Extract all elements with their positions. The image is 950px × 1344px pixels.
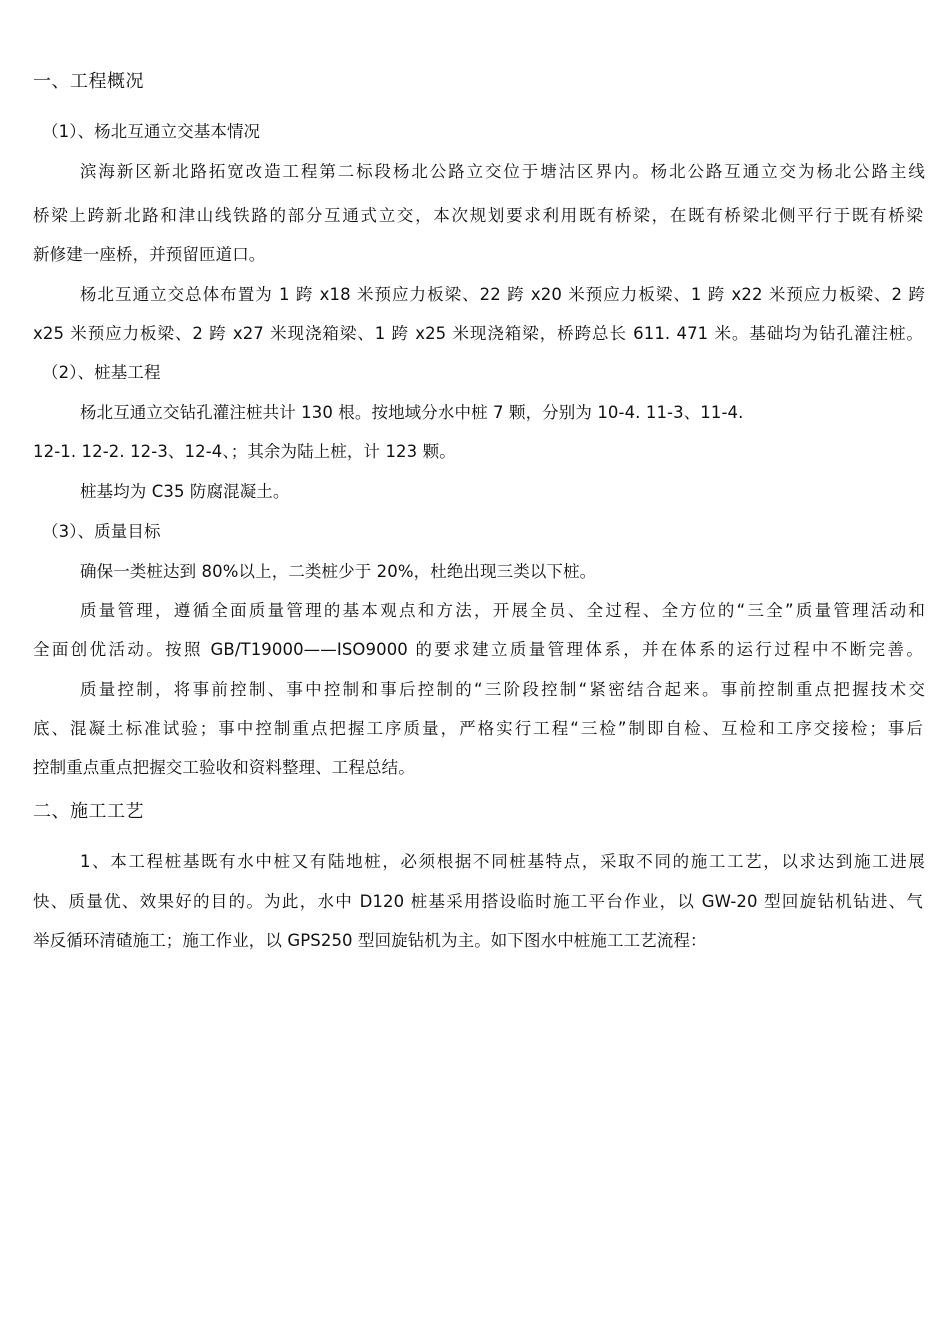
- paragraph-line: 12-1. 12-2. 12-3、12-4、；其余为陆上桩，计 123 颗。: [33, 442, 456, 461]
- subsection-heading-quality-target: （3）、质量目标: [42, 522, 161, 541]
- paragraph-line: x25 米预应力板梁、2 跨 x27 米现浇箱梁、1 跨 x25 米现浇箱梁，桥跨总长 611. 471 米。基础均为钻孔灌注桩。: [33, 324, 923, 343]
- paragraph-line: 桥梁上跨新北路和津山线铁路的部分互通式立交，本次规划要求利用既有桥梁，在既有桥梁北侧平行于既有桥梁: [33, 206, 923, 225]
- section-heading-overview: 一、工程概况: [33, 71, 144, 92]
- subsection-heading-pile-foundation: （2）、桩基工程: [42, 363, 161, 382]
- paragraph-line: 新修建一座桥，并预留匝道口。: [33, 245, 266, 264]
- paragraph-line: 质量管理，遵循全面质量管理的基本观点和方法，开展全员、全过程、全方位的“三全”质量管理活动和: [80, 601, 925, 620]
- paragraph-line: 杨北互通立交钻孔灌注桩共计 130 根。按地域分水中桩 7 颗，分别为 10-4. 11-3、11-4.: [80, 403, 744, 422]
- paragraph-line: 确保一类桩达到 80%以上，二类桩少于 20%，杜绝出现三类以下桩。: [80, 562, 597, 581]
- paragraph-line: 1、本工程桩基既有水中桩又有陆地桩，必须根据不同桩基特点，采取不同的施工工艺，以求达到施工进展: [80, 852, 925, 871]
- paragraph-line: 桩基均为 C35 防腐混凝土。: [80, 482, 290, 501]
- paragraph-line: 滨海新区新北路拓宽改造工程第二标段杨北公路立交位于塘沽区界内。杨北公路互通立交为杨北公路主线: [80, 162, 925, 181]
- paragraph-line: 快、质量优、效果好的目的。为此，水中 D120 桩基采用搭设临时施工平台作业，以 GW-20 型回旋钻机钻进、气: [33, 892, 923, 911]
- paragraph-line: 杨北互通立交总体布置为 1 跨 x18 米预应力板梁、22 跨 x20 米预应力板梁、1 跨 x22 米预应力板梁、2 跨: [80, 285, 925, 304]
- paragraph-line: 底、混凝土标准试验；事中控制重点把握工序质量，严格实行工程“三检”制即自检、互检和工序交接检；事后: [33, 719, 923, 738]
- section-heading-construction-process: 二、施工工艺: [33, 801, 144, 822]
- paragraph-line: 举反循环清碴施工；施工作业，以 GPS250 型回旋钻机为主。如下图水中桩施工工艺流程：: [33, 931, 707, 950]
- paragraph-line: 全面创优活动。按照 GB/T19000——ISO9000 的要求建立质量管理体系，并在体系的运行过程中不断完善。: [33, 640, 923, 659]
- paragraph-line: 质量控制，将事前控制、事中控制和事后控制的“三阶段控制“紧密结合起来。事前控制重点把握技术交: [80, 680, 925, 699]
- paragraph-line: 控制重点重点把握交工验收和资料整理、工程总结。: [33, 758, 415, 777]
- subsection-heading-interchange: （1）、杨北互通立交基本情况: [42, 122, 261, 141]
